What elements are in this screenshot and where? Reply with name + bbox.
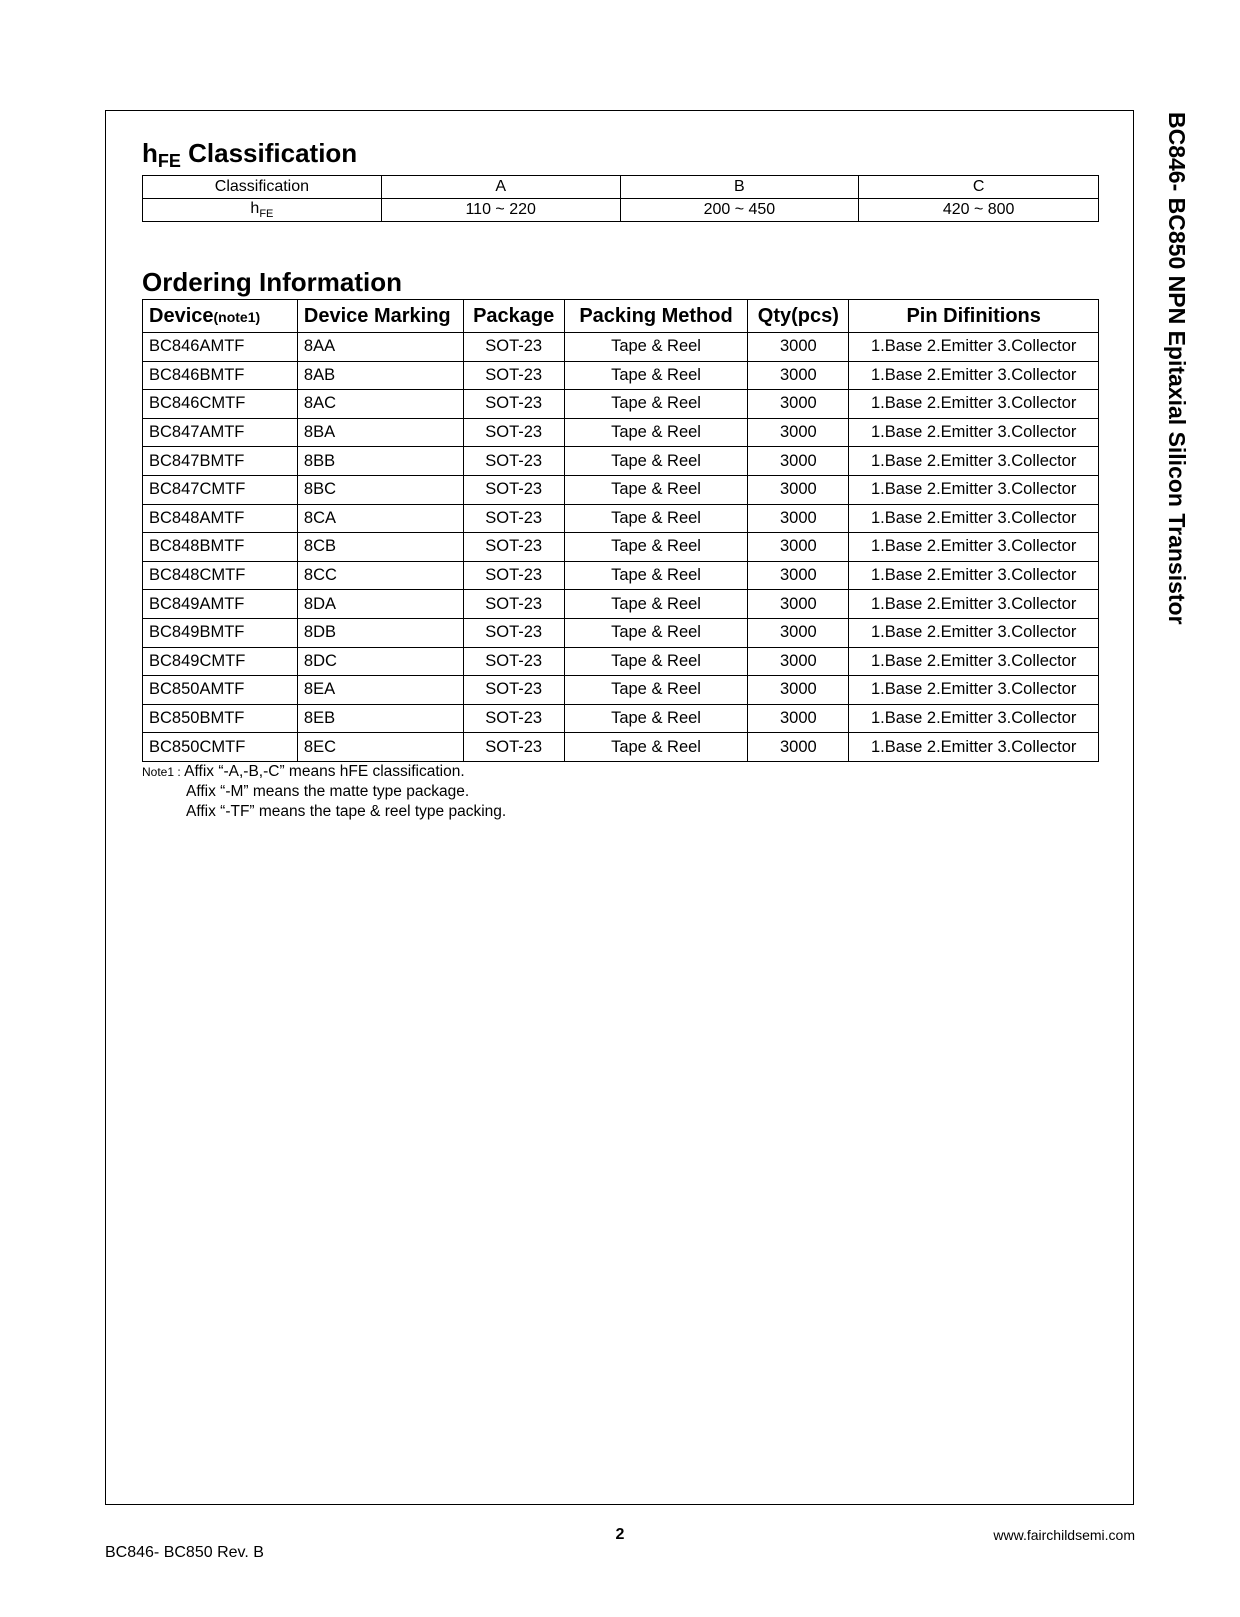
table-cell-qty: 3000 [748,561,849,590]
table-cell-qty: 3000 [748,504,849,533]
table-row [143,390,1099,419]
table-cell-pins: 1.Base 2.Emitter 3.Collector [849,475,1099,504]
website-url[interactable]: www.fairchildsemi.com [993,1527,1135,1543]
page-number: 2 [615,1526,625,1543]
side-document-title: BC846- BC850 NPN Epitaxial Silicon Transistor [1164,112,1190,625]
table-row [143,361,1099,390]
table-row [143,590,1099,619]
table-cell-packing: Tape & Reel [564,676,748,705]
table-cell-marking: 8BB [297,447,463,476]
hfe-classification-heading: $h_{FE}$ Classification [142,138,358,171]
table-cell-marking: 8BA [297,418,463,447]
table-row [143,533,1099,562]
table-cell-packing: Tape & Reel [564,561,748,590]
table-cell-pins: 1.Base 2.Emitter 3.Collector [849,361,1099,390]
table-cell-device: BC848CMTF [143,561,298,590]
table-row [143,199,1099,222]
table-cell-package: SOT-23 [463,447,564,476]
table-cell-pins: 1.Base 2.Emitter 3.Collector [849,561,1099,590]
table-cell-device: BC846AMTF [143,333,298,362]
table-cell-marking: 8CB [297,533,463,562]
column-header-marking: Device Marking [297,300,463,333]
table-cell-package: SOT-23 [463,418,564,447]
table-cell-qty: 3000 [748,590,849,619]
ordering-table-body [143,333,1099,762]
table-cell-device: BC850BMTF [143,704,298,733]
table-cell: C [859,176,1099,199]
table-cell-pins: 1.Base 2.Emitter 3.Collector [849,447,1099,476]
table-cell-marking: 8EA [297,676,463,705]
table-cell-pins: 1.Base 2.Emitter 3.Collector [849,704,1099,733]
table-cell-pins: 1.Base 2.Emitter 3.Collector [849,418,1099,447]
table-cell-packing: Tape & Reel [564,418,748,447]
table-cell-device: BC846CMTF [143,390,298,419]
table-cell-marking: 8CC [297,561,463,590]
table-cell-marking: 8DA [297,590,463,619]
table-cell-package: SOT-23 [463,390,564,419]
document-revision: BC846- BC850 Rev. B [105,1544,264,1561]
table-cell-pins: 1.Base 2.Emitter 3.Collector [849,733,1099,762]
table-cell-marking: 8BC [297,475,463,504]
table-row [143,176,1099,199]
column-header-device: Device(note1) [143,300,298,333]
table-cell-qty: 3000 [748,676,849,705]
table-cell-marking: 8CA [297,504,463,533]
table-cell-packing: Tape & Reel [564,733,748,762]
table-cell-marking: 8AC [297,390,463,419]
table-cell-package: SOT-23 [463,533,564,562]
table-cell-packing: Tape & Reel [564,504,748,533]
table-row [143,475,1099,504]
table-cell: $h_{FE}$ [143,199,382,222]
column-header-package: Package [463,300,564,333]
table-cell-qty: 3000 [748,361,849,390]
note-line: Affix “-M” means the matte type package. [186,783,470,800]
table-cell-device: BC848BMTF [143,533,298,562]
table-cell-packing: Tape & Reel [564,475,748,504]
table-cell-device: BC847AMTF [143,418,298,447]
table-cell-packing: Tape & Reel [564,533,748,562]
table-cell-qty: 3000 [748,733,849,762]
table-cell-device: BC849AMTF [143,590,298,619]
table-cell-qty: 3000 [748,333,849,362]
table-cell-packing: Tape & Reel [564,704,748,733]
table-cell-device: BC846BMTF [143,361,298,390]
table-cell: B [620,176,859,199]
table-cell-package: SOT-23 [463,561,564,590]
table-cell-qty: 3000 [748,533,849,562]
table-row [143,704,1099,733]
column-header-qty: Qty(pcs) [748,300,849,333]
table-header-row [143,300,1099,333]
table-cell-qty: 3000 [748,704,849,733]
table-cell-pins: 1.Base 2.Emitter 3.Collector [849,533,1099,562]
table-row [143,418,1099,447]
table-cell-device: BC847CMTF [143,475,298,504]
table-cell-device: BC849CMTF [143,647,298,676]
ordering-information-table [142,299,1099,762]
table-row [143,647,1099,676]
ordering-information-heading: Ordering Information [142,267,402,297]
table-cell-pins: 1.Base 2.Emitter 3.Collector [849,647,1099,676]
table-cell-device: BC848AMTF [143,504,298,533]
table-cell-pins: 1.Base 2.Emitter 3.Collector [849,590,1099,619]
table-cell-packing: Tape & Reel [564,590,748,619]
table-row [143,618,1099,647]
table-cell-package: SOT-23 [463,676,564,705]
table-cell-pins: 1.Base 2.Emitter 3.Collector [849,333,1099,362]
table-cell-pins: 1.Base 2.Emitter 3.Collector [849,504,1099,533]
table-row [143,676,1099,705]
table-cell-pins: 1.Base 2.Emitter 3.Collector [849,676,1099,705]
table-row [143,333,1099,362]
table-cell-qty: 3000 [748,618,849,647]
table-cell-package: SOT-23 [463,704,564,733]
table-cell-device: BC847BMTF [143,447,298,476]
table-cell-packing: Tape & Reel [564,361,748,390]
table-cell-qty: 3000 [748,475,849,504]
table-cell-marking: 8DC [297,647,463,676]
table-cell-pins: 1.Base 2.Emitter 3.Collector [849,390,1099,419]
column-header-packing: Packing Method [564,300,748,333]
table-cell-package: SOT-23 [463,590,564,619]
table-row [143,447,1099,476]
notes-block [142,762,506,822]
table-cell-package: SOT-23 [463,333,564,362]
table-cell: 420 ~ 800 [859,199,1099,222]
table-cell-packing: Tape & Reel [564,618,748,647]
table-cell-qty: 3000 [748,418,849,447]
table-cell-package: SOT-23 [463,733,564,762]
table-cell-packing: Tape & Reel [564,647,748,676]
hfe-classification-table [142,175,1099,222]
table-cell-pins: 1.Base 2.Emitter 3.Collector [849,618,1099,647]
table-row [143,733,1099,762]
table-cell-marking: 8EB [297,704,463,733]
table-cell-package: SOT-23 [463,647,564,676]
table-cell-packing: Tape & Reel [564,333,748,362]
table-cell: Classification [143,176,382,199]
column-header-pins: Pin Difinitions [849,300,1099,333]
table-cell-packing: Tape & Reel [564,447,748,476]
table-cell-marking: 8AA [297,333,463,362]
table-row [143,561,1099,590]
table-cell-marking: 8EC [297,733,463,762]
table-cell-marking: 8DB [297,618,463,647]
table-cell-package: SOT-23 [463,361,564,390]
table-cell-packing: Tape & Reel [564,390,748,419]
table-cell-device: BC850AMTF [143,676,298,705]
table-cell-qty: 3000 [748,447,849,476]
table-cell: 200 ~ 450 [620,199,859,222]
note-line: Note1 : Affix “-A,-B,-C” means hFE classification. [142,763,465,780]
table-row [143,504,1099,533]
table-cell-device: BC849BMTF [143,618,298,647]
table-cell: A [381,176,620,199]
table-cell-device: BC850CMTF [143,733,298,762]
table-cell: 110 ~ 220 [381,199,620,222]
note-line: Affix “-TF” means the tape & reel type packing. [186,803,507,820]
table-cell-package: SOT-23 [463,618,564,647]
table-cell-package: SOT-23 [463,504,564,533]
table-cell-qty: 3000 [748,647,849,676]
table-cell-package: SOT-23 [463,475,564,504]
table-cell-marking: 8AB [297,361,463,390]
table-cell-qty: 3000 [748,390,849,419]
